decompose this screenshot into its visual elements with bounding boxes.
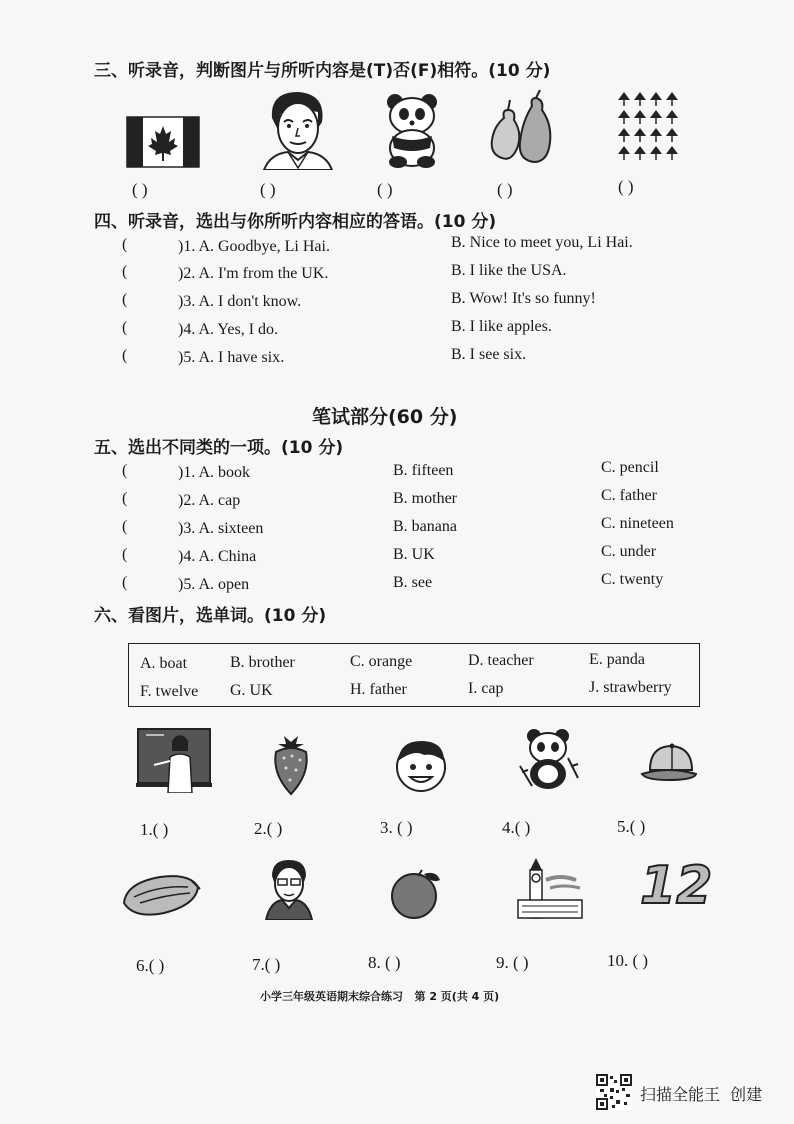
boy-icon <box>390 735 452 795</box>
word-bank-item: H. father <box>350 681 407 698</box>
s3-answer-blank-1[interactable]: ( ) <box>132 180 148 199</box>
s5-paren-4[interactable]: ( <box>122 546 128 563</box>
s6-answer-blank-8[interactable]: 8. ( ) <box>368 953 401 972</box>
s5-option-c-3: C. nineteen <box>601 515 674 532</box>
word-bank-item: E. panda <box>589 651 645 668</box>
written-part-heading: 笔试部分(60 分) <box>312 406 458 428</box>
s5-option-b-5: B. see <box>393 574 433 591</box>
s5-option-c-5: C. twenty <box>601 571 664 588</box>
s5-option-b-1: B. fifteen <box>393 462 454 479</box>
s4-option-a-3: )3. A. I don't know. <box>178 293 302 310</box>
s5-paren-5[interactable]: ( <box>122 574 128 591</box>
big-ben-uk-icon <box>516 856 584 920</box>
word-bank-item: B. brother <box>230 654 295 671</box>
s3-answer-blank-5[interactable]: ( ) <box>618 177 634 196</box>
s5-option-b-4: B. UK <box>393 546 435 563</box>
s4-paren-4[interactable]: ( <box>122 319 128 336</box>
s5-option-b-3: B. banana <box>393 518 457 535</box>
s5-option-c-4: C. under <box>601 543 657 560</box>
pears-icon <box>490 88 554 166</box>
qr-code-icon <box>596 1074 632 1110</box>
canada-flag-icon <box>126 116 200 168</box>
s3-answer-blank-4[interactable]: ( ) <box>497 180 513 199</box>
father-icon <box>264 858 314 920</box>
section4-title: 四、听录音，选出与你所听内容相应的答语。(10 分) <box>94 212 497 232</box>
s5-option-a-3: )3. A. sixteen <box>178 520 264 537</box>
s4-option-b-3: B. Wow! It's so funny! <box>451 290 596 307</box>
s4-option-b-1: B. Nice to meet you, Li Hai. <box>451 234 633 251</box>
s5-option-c-1: C. pencil <box>601 459 659 476</box>
s6-answer-blank-9[interactable]: 9. ( ) <box>496 953 529 972</box>
s4-option-a-4: )4. A. Yes, I do. <box>178 321 279 338</box>
s6-answer-blank-7[interactable]: 7.( ) <box>252 955 281 974</box>
orange-icon <box>388 864 444 920</box>
s4-option-b-2: B. I like the USA. <box>451 262 567 279</box>
s6-answer-blank-5[interactable]: 5.( ) <box>617 817 646 836</box>
s5-option-a-1: )1. A. book <box>178 464 250 481</box>
s4-option-b-5: B. I see six. <box>451 346 527 363</box>
s6-answer-blank-3[interactable]: 3. ( ) <box>380 818 413 837</box>
s4-paren-2[interactable]: ( <box>122 263 128 280</box>
s5-option-a-4: )4. A. China <box>178 548 257 565</box>
word-bank-item: I. cap <box>468 680 504 697</box>
page-footer: 小学三年级英语期末综合练习 第 2 页(共 4 页) <box>260 990 500 1003</box>
s5-option-c-2: C. father <box>601 487 657 504</box>
man-portrait-icon <box>260 88 334 170</box>
s5-paren-2[interactable]: ( <box>122 490 128 507</box>
section3-title: 三、听录音，判断图片与所听内容是(T)否(F)相符。(10 分) <box>94 61 551 81</box>
s6-answer-blank-6[interactable]: 6.( ) <box>136 956 165 975</box>
cap-icon <box>638 740 700 790</box>
pattern-icon <box>616 86 682 166</box>
word-bank-item: F. twelve <box>140 683 199 700</box>
s4-paren-1[interactable]: ( <box>122 236 128 253</box>
s4-paren-5[interactable]: ( <box>122 347 128 364</box>
s5-paren-1[interactable]: ( <box>122 462 128 479</box>
panda-icon <box>382 92 442 168</box>
s4-paren-3[interactable]: ( <box>122 291 128 308</box>
s6-answer-blank-2[interactable]: 2.( ) <box>254 819 283 838</box>
section5-title: 五、选出不同类的一项。(10 分) <box>94 438 344 458</box>
s5-option-a-5: )5. A. open <box>178 576 250 593</box>
teacher-icon <box>136 727 212 793</box>
s5-paren-3[interactable]: ( <box>122 518 128 535</box>
boat-icon <box>120 867 202 921</box>
section6-title: 六、看图片，选单词。(10 分) <box>94 606 327 626</box>
number-twelve-icon: 12 <box>640 856 713 916</box>
s6-answer-blank-10[interactable]: 10. ( ) <box>607 951 649 970</box>
panda-bamboo-icon <box>516 726 580 792</box>
s4-option-a-5: )5. A. I have six. <box>178 349 285 366</box>
strawberry-icon <box>270 730 312 796</box>
s4-option-a-1: )1. A. Goodbye, Li Hai. <box>178 238 330 255</box>
s4-option-a-2: )2. A. I'm from the UK. <box>178 265 329 282</box>
word-bank-item: G. UK <box>230 682 273 699</box>
word-bank-item: A. boat <box>140 655 188 672</box>
word-bank-item: J. strawberry <box>589 679 672 696</box>
s4-option-b-4: B. I like apples. <box>451 318 552 335</box>
s5-option-b-2: B. mother <box>393 490 457 507</box>
s6-answer-blank-1[interactable]: 1.( ) <box>140 820 169 839</box>
s3-answer-blank-3[interactable]: ( ) <box>377 180 393 199</box>
word-bank-item: C. orange <box>350 653 413 670</box>
s5-option-a-2: )2. A. cap <box>178 492 241 509</box>
word-bank-item: D. teacher <box>468 652 534 669</box>
s3-answer-blank-2[interactable]: ( ) <box>260 180 276 199</box>
s6-answer-blank-4[interactable]: 4.( ) <box>502 818 531 837</box>
scanner-watermark: 扫描全能王 创建 <box>640 1085 763 1104</box>
